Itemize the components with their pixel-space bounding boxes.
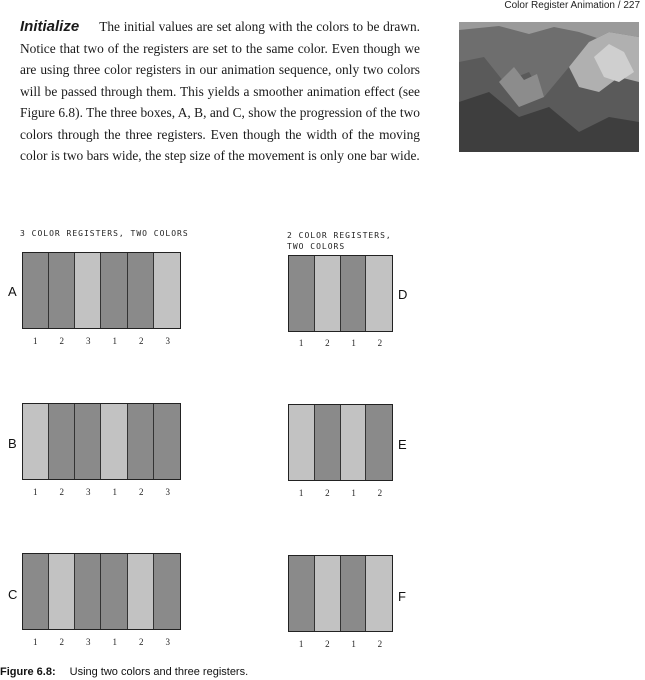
register-bar bbox=[289, 556, 315, 631]
register-bar bbox=[128, 404, 154, 479]
register-number: 3 bbox=[86, 487, 91, 497]
box-b-label: B bbox=[8, 436, 17, 451]
register-number: 1 bbox=[112, 637, 117, 647]
body-paragraph bbox=[20, 16, 420, 167]
register-number: 3 bbox=[165, 487, 170, 497]
register-number: 2 bbox=[377, 639, 383, 649]
register-bar bbox=[366, 556, 392, 631]
register-number: 2 bbox=[59, 336, 64, 346]
mountain-photo bbox=[459, 22, 639, 152]
register-number: 2 bbox=[325, 338, 330, 348]
register-number: 1 bbox=[33, 336, 38, 346]
register-bar bbox=[289, 256, 315, 331]
box-e bbox=[288, 404, 393, 481]
register-number: 3 bbox=[165, 336, 170, 346]
register-bar bbox=[23, 404, 49, 479]
register-bar bbox=[341, 405, 367, 480]
register-bar bbox=[23, 253, 49, 328]
register-bar bbox=[49, 404, 75, 479]
register-number: 2 bbox=[325, 488, 330, 498]
figure-caption-text: Using two colors and three registers. bbox=[69, 666, 249, 678]
figure-caption-label: Figure 6.8: bbox=[0, 666, 56, 678]
register-number: 1 bbox=[112, 487, 117, 497]
register-number: 2 bbox=[139, 487, 144, 497]
register-number: 2 bbox=[59, 487, 64, 497]
register-number: 1 bbox=[351, 338, 356, 348]
register-bar bbox=[49, 554, 75, 629]
running-head: Color Register Animation / 227 bbox=[504, 0, 640, 11]
figure-right-heading: 2 COLOR REGISTERS, TWO COLORS bbox=[287, 231, 392, 251]
register-number: 1 bbox=[112, 336, 117, 346]
register-bar bbox=[154, 554, 180, 629]
register-number: 2 bbox=[325, 639, 330, 649]
box-f-label: F bbox=[398, 589, 406, 604]
register-number: 3 bbox=[86, 336, 91, 346]
register-bar bbox=[101, 404, 127, 479]
register-number: 3 bbox=[86, 637, 91, 647]
paragraph-text: The initial values are set along with the colors to be drawn. Notice that two of the registers are set to the same color. Even though we are using three color registers in our animation sequence, only two colors will be passed through them. This yields a smoother animation effect (see Figure 6.8). The three boxes, A, B, and C, show the progression of the two colors through the three registers. Even though the width of the moving color is two bars wide, the step size of the movement is only one bar wide. bbox=[20, 19, 420, 163]
register-number: 1 bbox=[298, 488, 304, 498]
register-bar bbox=[315, 256, 341, 331]
register-bar bbox=[101, 554, 127, 629]
register-number: 2 bbox=[377, 338, 383, 348]
register-number: 2 bbox=[139, 637, 144, 647]
register-number: 3 bbox=[165, 637, 170, 647]
figure-left-heading: 3 COLOR REGISTERS, TWO COLORS bbox=[20, 229, 189, 238]
register-bar bbox=[315, 405, 341, 480]
box-c-label: C bbox=[8, 587, 18, 602]
register-number: 2 bbox=[59, 637, 64, 647]
register-number: 1 bbox=[351, 488, 356, 498]
register-bar bbox=[154, 404, 180, 479]
register-bar bbox=[128, 554, 154, 629]
box-c bbox=[22, 553, 181, 630]
register-number: 1 bbox=[33, 487, 38, 497]
register-bar bbox=[75, 554, 101, 629]
register-bar bbox=[341, 256, 367, 331]
register-bar bbox=[75, 404, 101, 479]
box-a-register-numbers bbox=[22, 336, 181, 350]
register-bar bbox=[128, 253, 154, 328]
register-bar bbox=[366, 405, 392, 480]
register-number: 1 bbox=[298, 338, 304, 348]
box-d-label: D bbox=[398, 287, 408, 302]
register-number: 1 bbox=[33, 637, 38, 647]
figure-caption bbox=[0, 666, 248, 678]
register-bar bbox=[101, 253, 127, 328]
mountain-photo-image bbox=[459, 22, 639, 152]
box-d-register-numbers bbox=[288, 338, 393, 352]
box-b bbox=[22, 403, 181, 480]
register-bar bbox=[23, 554, 49, 629]
box-d bbox=[288, 255, 393, 332]
box-c-register-numbers bbox=[22, 637, 181, 651]
box-f-register-numbers bbox=[288, 639, 393, 653]
box-f bbox=[288, 555, 393, 632]
box-b-register-numbers bbox=[22, 487, 181, 501]
box-a-label: A bbox=[8, 284, 17, 299]
box-a bbox=[22, 252, 181, 329]
register-number: 1 bbox=[298, 639, 304, 649]
register-bar bbox=[341, 556, 367, 631]
register-bar bbox=[289, 405, 315, 480]
box-e-register-numbers bbox=[288, 488, 393, 502]
register-number: 2 bbox=[377, 488, 383, 498]
register-bar bbox=[154, 253, 180, 328]
paragraph-heading: Initialize bbox=[20, 18, 80, 35]
register-bar bbox=[366, 256, 392, 331]
register-bar bbox=[49, 253, 75, 328]
box-e-label: E bbox=[398, 437, 407, 452]
register-number: 2 bbox=[139, 336, 144, 346]
register-bar bbox=[315, 556, 341, 631]
register-number: 1 bbox=[351, 639, 356, 649]
register-bar bbox=[75, 253, 101, 328]
